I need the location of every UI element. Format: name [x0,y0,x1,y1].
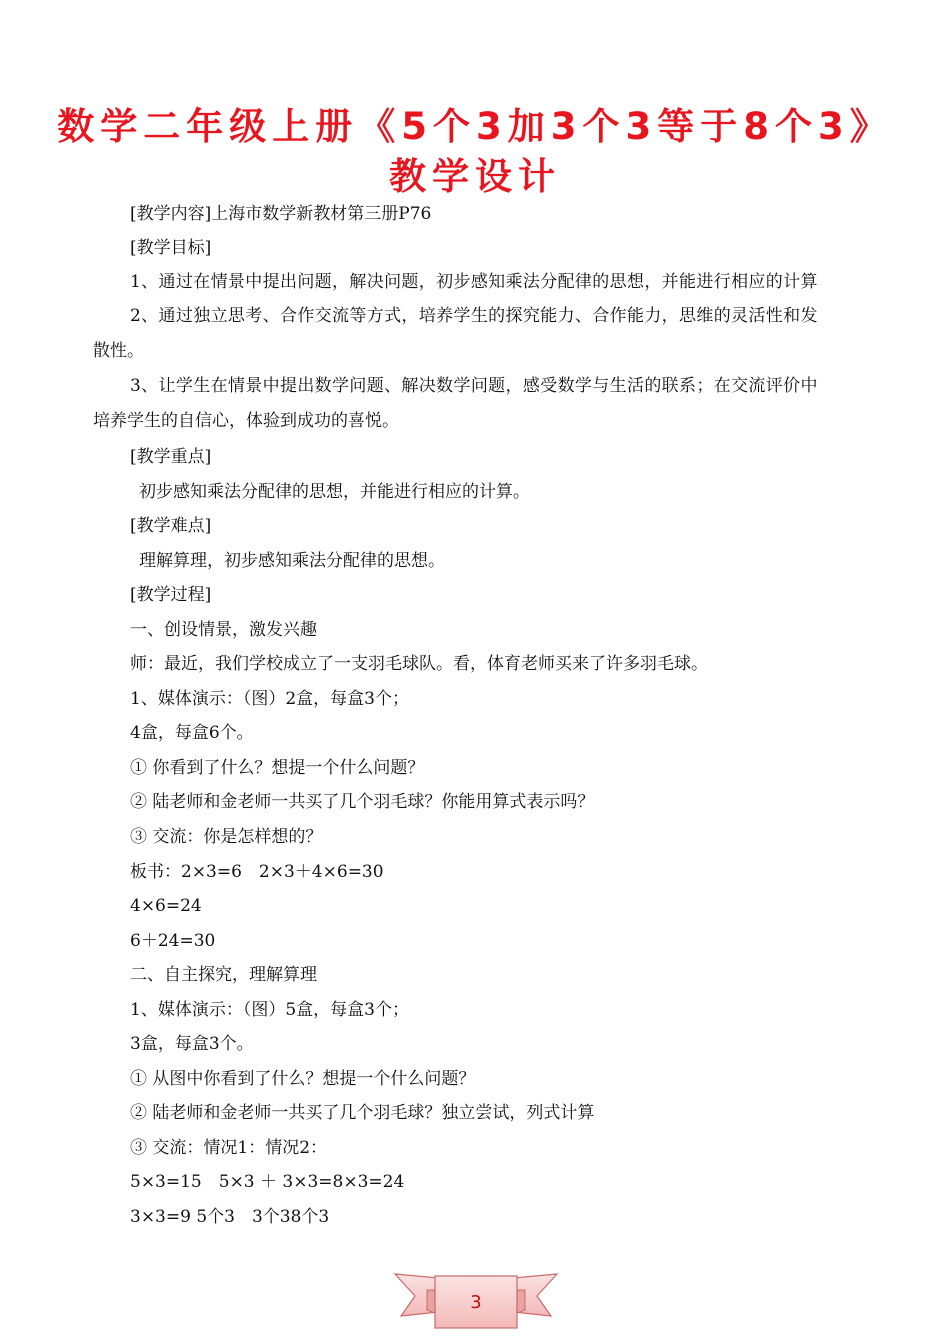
text-line-media-demo-2-cont: 3盒，每盒3个。 [130,1034,254,1054]
text-line-teaching-content: [教学内容]上海市数学新教材第三册P76 [130,204,432,224]
text-line-question-4: ① 从图中你看到了什么？想提一个什么问题？ [130,1069,476,1089]
text-line-objective-2: 2、通过独立思考、合作交流等方式，培养学生的探究能力、合作能力，思维的灵活性和发 [130,306,818,326]
text-line-question-2: ② 陆老师和金老师一共买了几个羽毛球？你能用算式表示吗？ [130,792,595,812]
text-line-difficulties-heading: [教学难点] [130,516,212,536]
text-line-objective-3: 3、让学生在情景中提出数学问题、解决数学问题，感受数学与生活的联系；在交流评价中 [130,376,818,396]
page-number: 3 [470,1292,482,1313]
text-line-media-demo-2: 1、媒体演示：（图）5盒，每盒3个； [130,1000,409,1020]
text-line-objective-1: 1、通过在情景中提出问题，解决问题，初步感知乘法分配律的思想，并能进行相应的计算 [130,272,818,292]
text-line-key-points: 初步感知乘法分配律的思想，并能进行相应的计算。 [139,482,530,502]
text-line-board-1: 板书：2×3=6 2×3＋4×6=30 [130,862,384,882]
text-line-objective-3-cont: 培养学生的自信心，体验到成功的喜悦。 [93,411,399,431]
text-line-objectives-heading: [教学目标] [130,238,212,258]
text-line-board-3: 6＋24=30 [130,931,216,951]
text-line-question-1: ① 你看到了什么？想提一个什么问题？ [130,758,425,778]
text-line-question-6: ③ 交流：情况1：情况2： [130,1138,328,1158]
document-title-line1: 数学二年级上册《5个3加3个3等于8个3》 [57,105,893,148]
text-line-key-points-heading: [教学重点] [130,447,212,467]
text-line-section-1-heading: 一、创设情景，激发兴趣 [130,620,317,640]
text-line-difficulties: 理解算理，初步感知乘法分配律的思想。 [139,551,445,571]
text-line-question-3: ③ 交流：你是怎样想的？ [130,827,323,847]
text-line-objective-2-cont: 散性。 [93,341,144,361]
text-line-question-5: ② 陆老师和金老师一共买了几个羽毛球？独立尝试，列式计算 [130,1103,595,1123]
text-line-media-demo-1: 1、媒体演示：（图）2盒，每盒3个； [130,689,409,709]
text-line-teacher-intro: 师：最近，我们学校成立了一支羽毛球队。看，体育老师买来了许多羽毛球。 [130,654,708,674]
document-title-line2: 教学设计 [389,155,561,198]
text-line-calc-2: 3×3=9 5个3 3个38个3 [130,1207,330,1227]
text-line-section-2-heading: 二、自主探究，理解算理 [130,965,317,985]
text-line-media-demo-1-cont: 4盒，每盒6个。 [130,723,254,743]
text-line-calc-1: 5×3=15 5×3 ＋ 3×3=8×3=24 [130,1172,405,1192]
text-line-process-heading: [教学过程] [130,585,212,605]
text-line-board-2: 4×6=24 [130,896,202,916]
